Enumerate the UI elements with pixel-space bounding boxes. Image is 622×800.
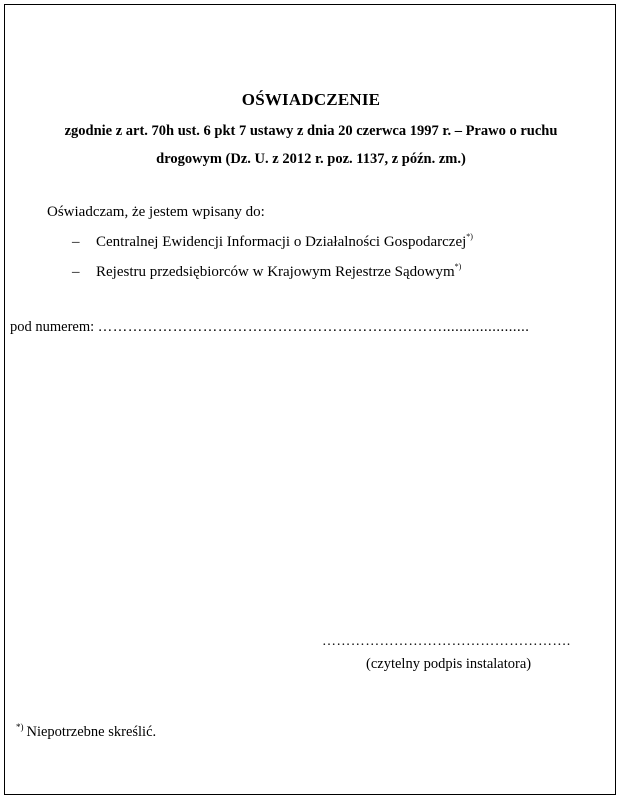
register-option-label: Rejestru przedsiębiorców w Krajowym Rejestrze Sądowym <box>96 264 455 280</box>
declaration-intro: Oświadczam, że jestem wpisany do: <box>47 204 265 220</box>
document-title: OŚWIADCZENIE <box>241 90 381 109</box>
legal-basis-line-2: drogowym (Dz. U. z 2012 r. poz. 1137, z późn. zm.) <box>156 151 466 167</box>
footnote-text: Niepotrzebne skreślić. <box>26 724 157 740</box>
register-option-label: Centralnej Ewidencji Informacji o Działalności Gospodarczej <box>96 234 467 250</box>
signature-caption: (czytelny podpis instalatora) <box>366 656 532 672</box>
register-option-krs <box>72 262 461 281</box>
footnote <box>16 722 156 741</box>
footnote-marker: *) <box>454 262 462 271</box>
register-option-ceidg <box>72 232 473 251</box>
registration-number-line <box>10 319 529 336</box>
footnote-marker: *) <box>16 722 24 732</box>
registration-number-field: ……………………………………………………………..................... <box>97 319 530 335</box>
registration-number-label: pod numerem: <box>10 319 95 335</box>
list-dash: – <box>72 234 80 250</box>
list-dash: – <box>72 264 80 280</box>
legal-basis-line-1: zgodnie z art. 70h ust. 6 pkt 7 ustawy z dnia 20 czerwca 1997 r. – Prawo o ruchu <box>64 123 558 139</box>
signature-field: ……………………………………………. <box>322 634 571 649</box>
footnote-marker: *) <box>466 232 473 241</box>
